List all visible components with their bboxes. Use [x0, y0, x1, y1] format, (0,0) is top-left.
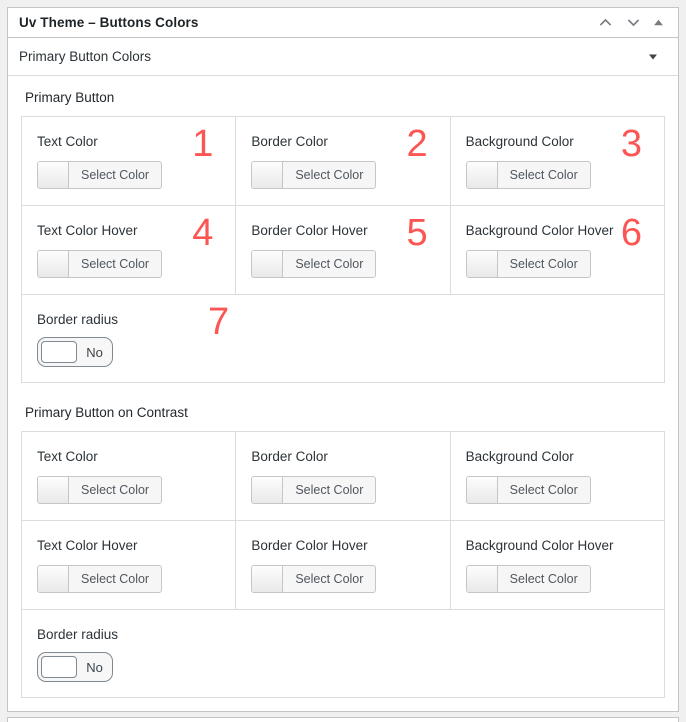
field-background-color-hover: [450, 206, 664, 294]
toggle-knob: [41, 656, 77, 678]
grid-row: [22, 294, 664, 382]
field-background-color-hover-contrast: [450, 521, 664, 609]
annotation-badge-1: 1: [192, 123, 214, 165]
select-color-label: Select Color: [295, 572, 364, 586]
accordion-content: [8, 76, 678, 698]
field-label: Text Color: [37, 449, 98, 464]
color-swatch: [252, 251, 283, 277]
select-color-button[interactable]: [466, 565, 591, 593]
section-title: Primary Button: [25, 90, 115, 105]
field-text-color-contrast: [22, 432, 235, 520]
field-label: Border Color Hover: [251, 223, 368, 238]
annotation-badge-7: 7: [208, 301, 230, 343]
grid-row: [22, 609, 664, 697]
select-color-button[interactable]: [37, 565, 162, 593]
select-color-label: Select Color: [81, 572, 150, 586]
color-swatch: [252, 162, 283, 188]
field-label: Background Color Hover: [465, 223, 614, 238]
toggle-value: No: [86, 659, 103, 675]
color-swatch: [38, 477, 69, 503]
color-swatch: [252, 477, 283, 503]
move-up-button[interactable]: [595, 12, 616, 33]
select-color-label: Select Color: [295, 168, 364, 182]
metabox-title: Uv Theme – Buttons Colors: [19, 15, 199, 30]
select-color-button[interactable]: [37, 476, 162, 504]
section-primary-button-on-contrast: [21, 383, 665, 698]
color-swatch: [252, 566, 283, 592]
select-color-label: Select Color: [81, 168, 150, 182]
border-radius-toggle[interactable]: [37, 652, 113, 682]
accordion-label: Primary Button Colors: [19, 49, 152, 64]
metabox-header-actions: [595, 12, 666, 33]
field-border-color-hover-contrast: [235, 521, 449, 609]
color-swatch: [38, 251, 69, 277]
grid-row: [22, 117, 664, 205]
field-text-color: [22, 117, 235, 205]
chevron-down-icon: [625, 14, 642, 31]
field-border-color-contrast: [235, 432, 449, 520]
toggle-knob: [41, 341, 77, 363]
select-color-label: Select Color: [295, 483, 364, 497]
select-color-button[interactable]: [37, 161, 162, 189]
select-color-label: Select Color: [81, 483, 150, 497]
collapse-toggle-button[interactable]: [651, 15, 666, 30]
field-background-color-contrast: [450, 432, 664, 520]
toggle-value: No: [86, 344, 103, 360]
section-title: Primary Button on Contrast: [25, 405, 188, 420]
select-color-button[interactable]: [251, 476, 376, 504]
field-label: Text Color Hover: [37, 223, 138, 238]
field-label: Text Color: [37, 134, 98, 149]
move-down-button[interactable]: [623, 12, 644, 33]
select-color-label: Select Color: [509, 572, 578, 586]
field-label: Border Color: [251, 449, 328, 464]
collapse-triangle-up-icon: [653, 17, 664, 28]
color-swatch: [467, 251, 498, 277]
color-swatch: [38, 566, 69, 592]
select-color-button[interactable]: [466, 476, 591, 504]
field-border-color-hover: [235, 206, 449, 294]
accordion-primary-button-colors[interactable]: [8, 38, 678, 76]
field-label: Border Color Hover: [251, 538, 368, 553]
field-border-radius: [22, 295, 664, 382]
metabox-buttons-colors: [7, 7, 679, 712]
caret-down-icon: [648, 52, 658, 62]
color-swatch: [467, 477, 498, 503]
select-color-label: Select Color: [509, 168, 578, 182]
field-label: Background Color: [465, 134, 574, 149]
grid-row: [22, 205, 664, 294]
grid-row: [22, 432, 664, 520]
field-label: Background Color Hover: [465, 538, 614, 553]
field-label: Border Color: [251, 134, 328, 149]
field-label: Border radius: [37, 312, 119, 327]
field-label: Background Color: [465, 449, 574, 464]
field-text-color-hover-contrast: [22, 521, 235, 609]
annotation-badge-3: 3: [620, 123, 642, 165]
field-background-color: [450, 117, 664, 205]
grid-row: [22, 520, 664, 609]
field-text-color-hover: [22, 206, 235, 294]
field-label: Text Color Hover: [37, 538, 138, 553]
annotation-badge-4: 4: [192, 212, 214, 254]
select-color-button[interactable]: [251, 161, 376, 189]
color-swatch: [467, 162, 498, 188]
field-border-color: [235, 117, 449, 205]
field-border-radius-contrast: [22, 610, 664, 697]
annotation-badge-5: 5: [406, 212, 428, 254]
fields-grid: [21, 431, 665, 698]
select-color-label: Select Color: [509, 483, 578, 497]
color-swatch: [38, 162, 69, 188]
annotation-badge-2: 2: [406, 123, 428, 165]
metabox-header: [8, 8, 678, 38]
select-color-button[interactable]: [37, 250, 162, 278]
field-label: Border radius: [37, 627, 119, 642]
next-metabox-edge: [7, 717, 679, 722]
select-color-button[interactable]: [251, 565, 376, 593]
chevron-up-icon: [597, 14, 614, 31]
select-color-label: Select Color: [509, 257, 578, 271]
border-radius-toggle[interactable]: [37, 337, 113, 367]
color-swatch: [467, 566, 498, 592]
select-color-button[interactable]: [251, 250, 376, 278]
select-color-button[interactable]: [466, 250, 591, 278]
select-color-label: Select Color: [295, 257, 364, 271]
fields-grid: [21, 116, 665, 383]
select-color-button[interactable]: [466, 161, 591, 189]
section-primary-button: [21, 76, 665, 383]
select-color-label: Select Color: [81, 257, 150, 271]
annotation-badge-6: 6: [620, 212, 642, 254]
